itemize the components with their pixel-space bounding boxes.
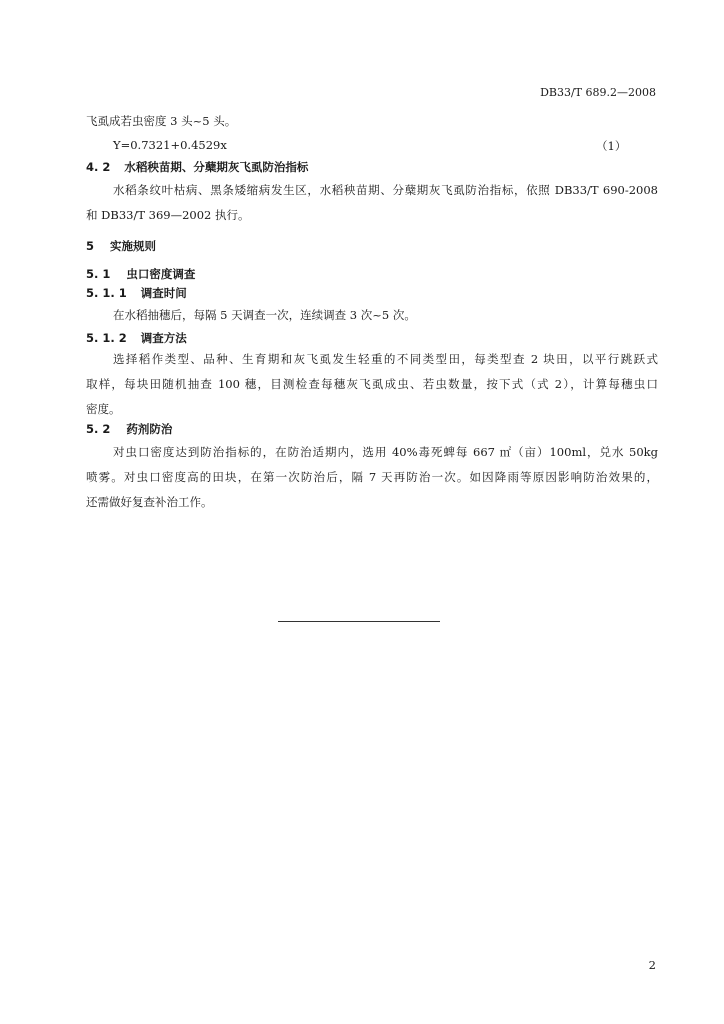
- paragraph-line: 在水稻抽穗后，每隔 5 天调查一次，连续调查 3 次~5 次。: [113, 308, 416, 322]
- section-number: 5. 1. 1: [86, 286, 127, 300]
- paragraph-line: 密度。: [86, 402, 121, 416]
- paragraph-line: 喷雾。对虫口密度高的田块，在第一次防治后，隔 7 天再防治一次。如因降雨等原因影响防治效果的，: [86, 470, 658, 484]
- formula-number: （1）: [596, 139, 627, 153]
- section-heading-5: [86, 238, 156, 254]
- section-heading-5-2: [86, 421, 172, 437]
- section-title: 调查时间: [140, 286, 187, 300]
- formula-expression: Y=0.7321+0.4529x: [113, 138, 227, 152]
- section-number: 5. 1: [86, 267, 111, 281]
- section-title: 水稻秧苗期、分蘖期灰飞虱防治指标: [124, 160, 309, 174]
- section-number: 5. 2: [86, 422, 111, 436]
- section-number: 5: [86, 239, 95, 253]
- section-title: 实施规则: [110, 239, 157, 253]
- page-number: 2: [648, 958, 656, 972]
- section-heading-5-1-2: [86, 330, 187, 346]
- paragraph-line: 对虫口密度达到防治指标的，在防治适期内，选用 40%毒死蜱每 667 ㎡（亩）100ml，兑水 50kg: [113, 445, 658, 459]
- section-title: 虫口密度调查: [126, 267, 196, 281]
- section-heading-5-1-1: [86, 285, 187, 301]
- section-number: 5. 1. 2: [86, 331, 127, 345]
- paragraph-line: 还需做好复查补治工作。: [86, 495, 213, 509]
- section-title: 调查方法: [140, 331, 187, 345]
- section-number: 4. 2: [86, 160, 111, 174]
- section-heading-4-2: [86, 159, 308, 175]
- paragraph-line: 和 DB33/T 369—2002 执行。: [86, 208, 250, 222]
- paragraph-line: 水稻条纹叶枯病、黑条矮缩病发生区，水稻秧苗期、分蘖期灰飞虱防治指标，依照 DB33/T 690-2008: [113, 183, 658, 197]
- paragraph-line: 选择稻作类型、品种、生育期和灰飞虱发生轻重的不同类型田，每类型查 2 块田，以平行跳跃式: [113, 352, 658, 366]
- paragraph-line: 取样，每块田随机抽查 100 穗，目测检查每穗灰飞虱成虫、若虫数量，按下式（式 2），计算每穗虫口: [86, 377, 658, 391]
- end-of-text-rule: [278, 621, 440, 622]
- paragraph-line: 飞虱成若虫密度 3 头~5 头。: [86, 114, 237, 128]
- section-heading-5-1: [86, 266, 195, 282]
- document-number: DB33/T 689.2—2008: [540, 86, 656, 99]
- section-title: 药剂防治: [126, 422, 173, 436]
